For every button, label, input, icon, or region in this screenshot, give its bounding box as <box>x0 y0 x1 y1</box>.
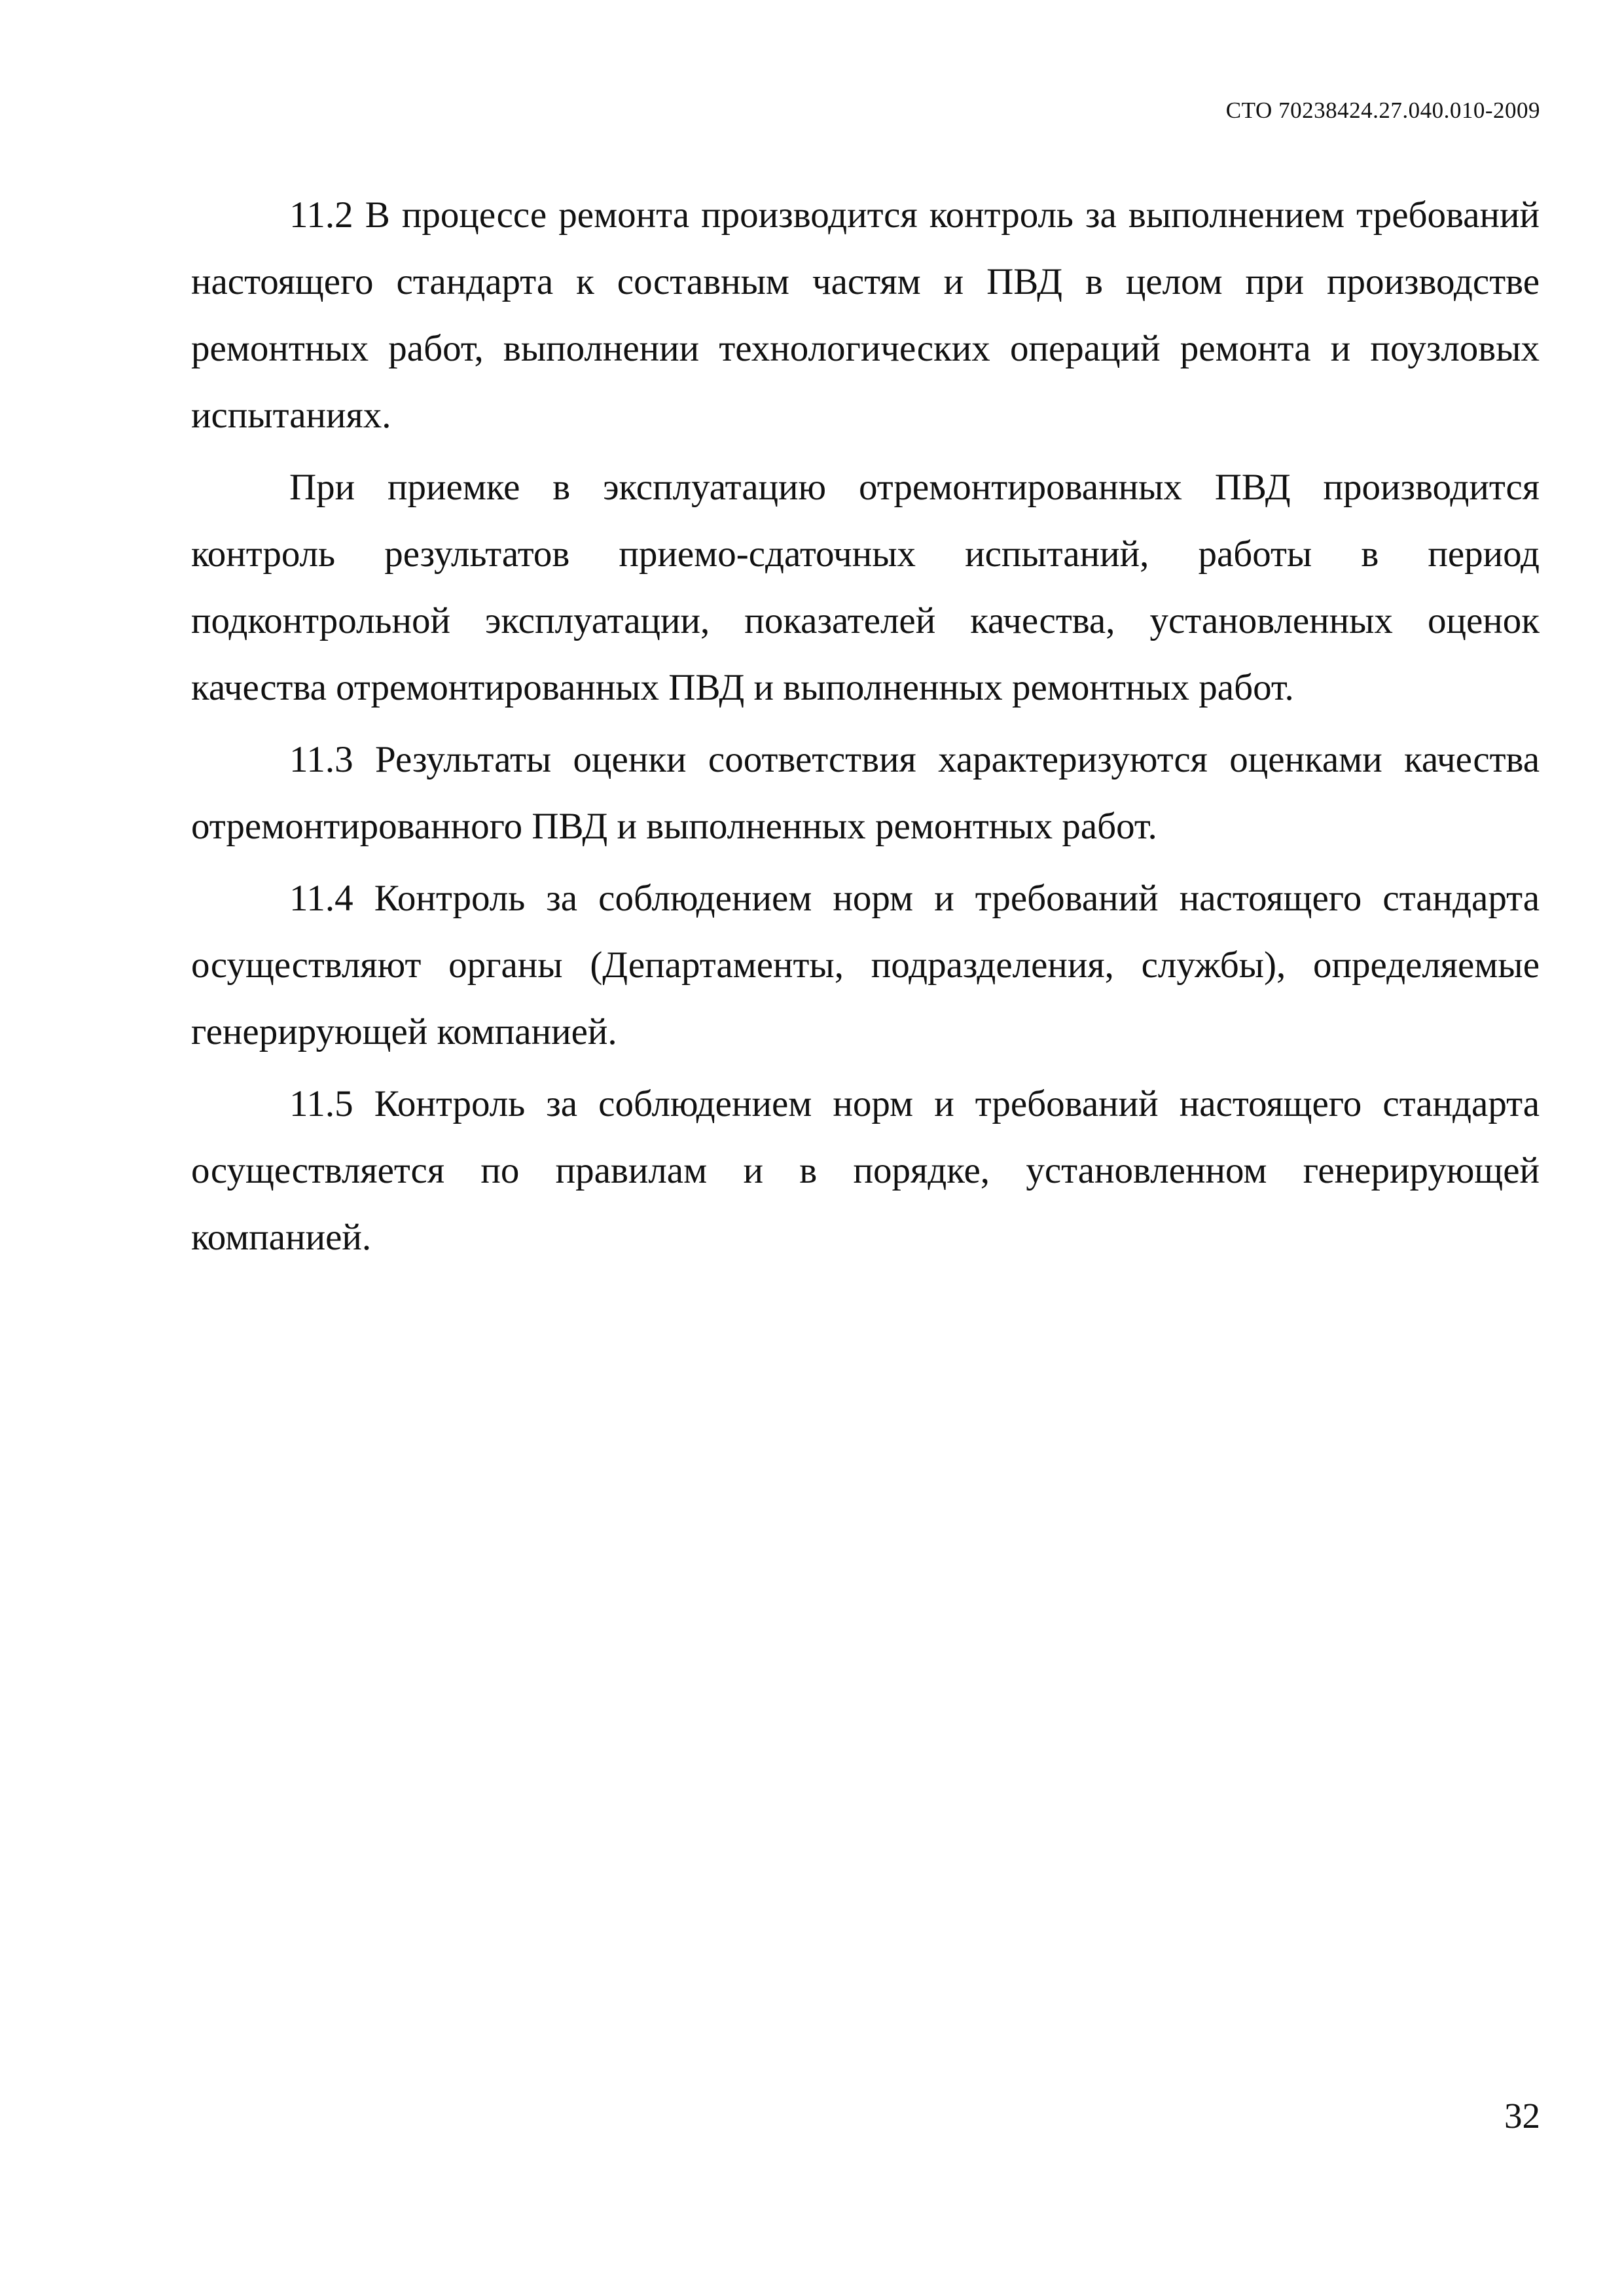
paragraph-11-4: 11.4 Контроль за соблюдением норм и требований настоящего стандарта осуществляют органы (Департаменты, подразделения, службы), определяемые генерирующей компанией. <box>191 878 1540 1052</box>
page-number: 32 <box>1504 2096 1540 2136</box>
paragraph-acceptance: При приемке в эксплуатацию отремонтированных ПВД производится контроль результатов приемо-сдаточных испытаний, работы в период подконтрольной эксплуатации, показателей качества, установленных оценок качества отремонтированных ПВД и выполненных ремонтных работ. <box>191 467 1540 708</box>
page-body <box>191 182 1540 1276</box>
document-code-header: СТО 70238424.27.040.010-2009 <box>1225 98 1540 123</box>
paragraph-11-3: 11.3 Результаты оценки соответствия характеризуются оценками качества отремонтированного ПВД и выполненных ремонтных работ. <box>191 739 1540 847</box>
paragraph-11-2: 11.2 В процессе ремонта производится контроль за выполнением требований настоящего стандарта к составным частям и ПВД в целом при производстве ремонтных работ, выполнении технологических операций ремонта и поузловых испытаниях. <box>191 194 1540 436</box>
paragraph-11-5: 11.5 Контроль за соблюдением норм и требований настоящего стандарта осуществляется по правилам и в порядке, установленном генерирующей компанией. <box>191 1083 1540 1258</box>
